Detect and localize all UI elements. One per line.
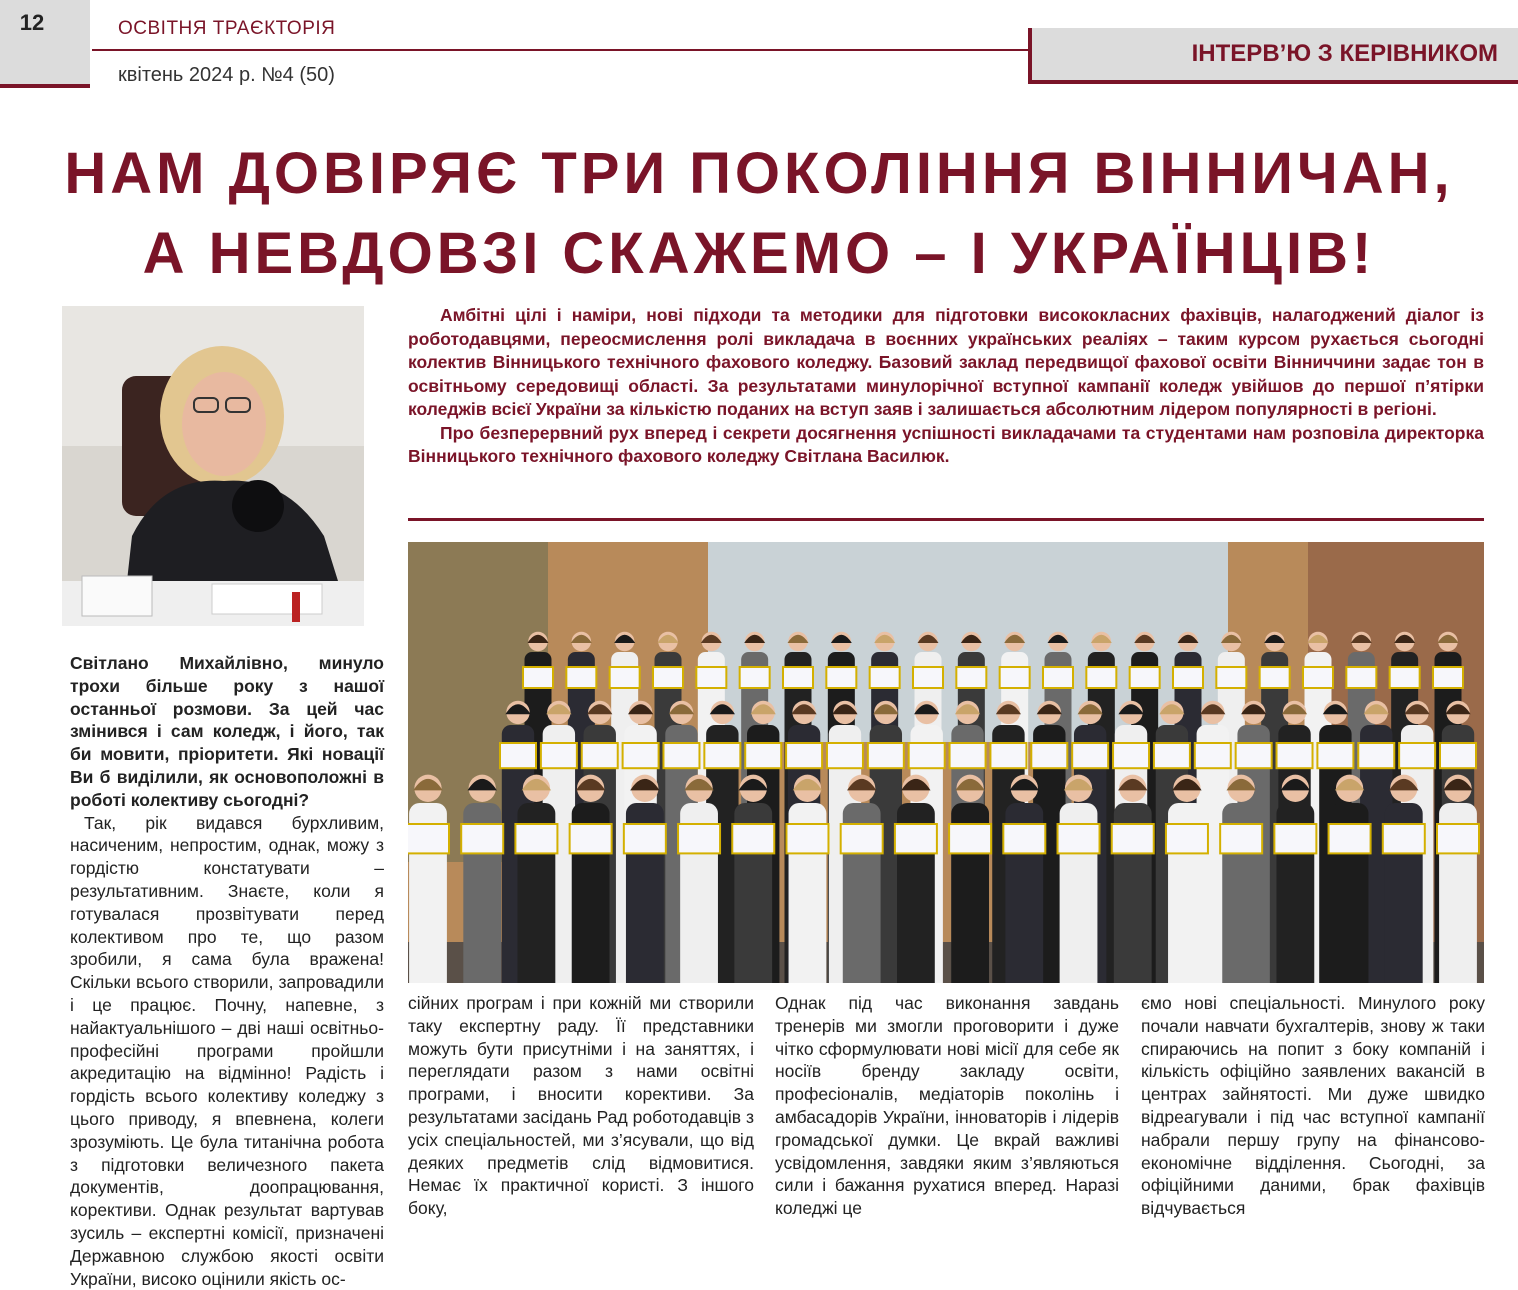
certificate xyxy=(1358,743,1394,768)
lead-paragraph-1: Амбітні цілі і наміри, нові підходи та методики для підготовки висококласних фахівців, налагоджений діалог із роботодавцями, переосмислення ролі викладача в воєнних українських реаліях – таким курсом рухається сьогодні колектив Вінницького технічного фахового коледжу. Базовий заклад передвищої фахової освіти Вінниччини задає тон в освітньому середовищі області. За результатами минулорічної вступної кампанії коледж увійшов до першої п’ятірки коледжів всієї України за кількістю поданих на вступ заяв і залишається абсолютним лідером популярності в регіоні. xyxy=(408,305,1484,419)
certificate xyxy=(1113,743,1149,768)
interview-question: Світлано Михайлівно, минуло трохи більше року з нашої останньої розмови. За цей час змінився і сам коледж, і його, так би мовити, пріоритети. Які новації Ви б виділили, як основоположні в роботі колективу сьогодні? xyxy=(70,653,384,810)
certificate xyxy=(913,667,943,688)
certificate xyxy=(500,743,536,768)
certificate xyxy=(745,743,781,768)
column-3-text: Однак під час виконання завдань тренерів ми змогли проговорити і дуже чітко сформулювати нові місії для себе як носіїв бренду закладу освіти, професіоналів, медіаторів поколінь і амбасадорів України, інноваторів і лідерів громадської думки. Це вкрай важливі усвідомлення, завдяки яким з’являються сили і бажання рухатися вперед. Наразі коледжі це xyxy=(775,993,1119,1219)
lead-paragraph xyxy=(408,304,1484,469)
certificate xyxy=(786,824,828,853)
headline-line-1: НАМ ДОВІРЯЄ ТРИ ПОКОЛІННЯ ВІННИЧАН, xyxy=(64,141,1454,206)
certificate xyxy=(704,743,740,768)
certificate xyxy=(827,743,863,768)
certificate xyxy=(541,743,577,768)
certificate xyxy=(663,743,699,768)
header-divider xyxy=(92,49,1030,51)
article-column-1 xyxy=(70,652,384,1290)
certificate xyxy=(1317,743,1353,768)
certificate xyxy=(1043,667,1073,688)
certificate xyxy=(740,667,770,688)
certificate xyxy=(1112,824,1154,853)
article-column-2 xyxy=(408,992,754,1220)
certificate xyxy=(1303,667,1333,688)
section-label: ІНТЕРВ’Ю З КЕРІВНИКОМ xyxy=(1191,40,1498,67)
certificate xyxy=(1173,667,1203,688)
group-photo-illustration xyxy=(408,542,1484,983)
certificate xyxy=(826,667,856,688)
certificate xyxy=(408,824,449,853)
certificate xyxy=(1195,743,1231,768)
certificate xyxy=(868,743,904,768)
certificate xyxy=(732,824,774,853)
certificate xyxy=(1003,824,1045,853)
certificate xyxy=(1154,743,1190,768)
certificate xyxy=(678,824,720,853)
certificate xyxy=(1390,667,1420,688)
certificate xyxy=(1433,667,1463,688)
certificate xyxy=(1437,824,1479,853)
certificate xyxy=(515,824,557,853)
certificate xyxy=(1220,824,1262,853)
lead-divider xyxy=(408,518,1484,521)
certificate xyxy=(624,824,666,853)
article-column-3 xyxy=(775,992,1119,1220)
certificate xyxy=(1383,824,1425,853)
headline-line-2: А НЕВДОВЗІ СКАЖЕМО – І УКРАЇНЦІВ! xyxy=(142,221,1376,286)
certificate xyxy=(566,667,596,688)
certificate xyxy=(1058,824,1100,853)
certificate xyxy=(990,743,1026,768)
certificate xyxy=(909,743,945,768)
certificate xyxy=(1000,667,1030,688)
certificate xyxy=(783,667,813,688)
certificate xyxy=(582,743,618,768)
certificate xyxy=(1260,667,1290,688)
certificate xyxy=(623,743,659,768)
certificate xyxy=(870,667,900,688)
certificate xyxy=(653,667,683,688)
students-group-photo xyxy=(408,542,1484,983)
column-2-text: сійних програм і при кожній ми створили таку експертну раду. Її представники можуть бути присутніми і на заняттях, і переглядати разом з нами освітні програми, і вносити корективи. За результатами засідань Рад роботодавців з усіх спеціальностей, ми з’ясували, що від деяких предметів слід відмовитися. Немає їх практичної користі. З іншого боку, xyxy=(408,993,754,1219)
interview-answer: Так, рік видався бурхливим, насиченим, непростим, однак, можу з гордістю констатувати – результативним. Знаєте, коли я готувалася прозвітувати перед колективом про те, що разом зробили, я сама була вражена! Скільки всього створили, запровадили і це працює. Почну, напевне, з найактуальнішого – дві наші освітньо-професійні програми пройшли акредитацію на відмінно! Радість і гордість всього колективу коледжу з цього приводу, я впевнена, колеги зрозуміють. Це була титанічна робота з підготовки величезного пакета документів, доопрацювання, корективи. Однак результат вартував зусиль – експертні комісії, призначені Державною службою якості освіти України, високо оцінили якість ос- xyxy=(70,812,384,1289)
certificate xyxy=(1236,743,1272,768)
certificate xyxy=(1440,743,1476,768)
certificate xyxy=(1216,667,1246,688)
certificate xyxy=(1329,824,1371,853)
certificate xyxy=(841,824,883,853)
certificate xyxy=(461,824,503,853)
certificate xyxy=(1086,667,1116,688)
lead-paragraph-2: Про безперервний рух вперед і секрети досягнення успішності викладачами та студентами нам розповіла директорка Вінницького технічного фахового коледжу Світлана Василюк. xyxy=(408,422,1484,466)
certificate xyxy=(1346,667,1376,688)
certificate xyxy=(786,743,822,768)
magazine-name: ОСВІТНЯ ТРАЄКТОРІЯ xyxy=(118,18,336,39)
certificate xyxy=(895,824,937,853)
certificate xyxy=(696,667,726,688)
certificate xyxy=(523,667,553,688)
certificate xyxy=(956,667,986,688)
portrait-illustration xyxy=(62,306,364,626)
certificate xyxy=(1274,824,1316,853)
article-column-4 xyxy=(1141,992,1485,1220)
certificate xyxy=(610,667,640,688)
page-number: 12 xyxy=(19,10,45,35)
certificate xyxy=(1166,824,1208,853)
certificate xyxy=(1031,743,1067,768)
certificate xyxy=(949,824,991,853)
certificate xyxy=(570,824,612,853)
director-portrait-photo xyxy=(62,306,364,626)
certificate xyxy=(1130,667,1160,688)
issue-date: квітень 2024 р. №4 (50) xyxy=(118,64,335,86)
certificate xyxy=(1277,743,1313,768)
certificate xyxy=(950,743,986,768)
column-4-text: ємо нові спеціальності. Минулого року почали навчати бухгалтерів, знову ж таки спираючись на попит з боку компаній і кількість офіційно заявлених вакансій в центрах зайнятості. Ми дуже швидко відреагували і під час вступної кампанії набрали першу групу на фінансово-економічне відділення. Сьогодні, за офіційними даними, брак фахівців відчувається xyxy=(1141,993,1485,1219)
certificate xyxy=(1399,743,1435,768)
certificate xyxy=(1072,743,1108,768)
